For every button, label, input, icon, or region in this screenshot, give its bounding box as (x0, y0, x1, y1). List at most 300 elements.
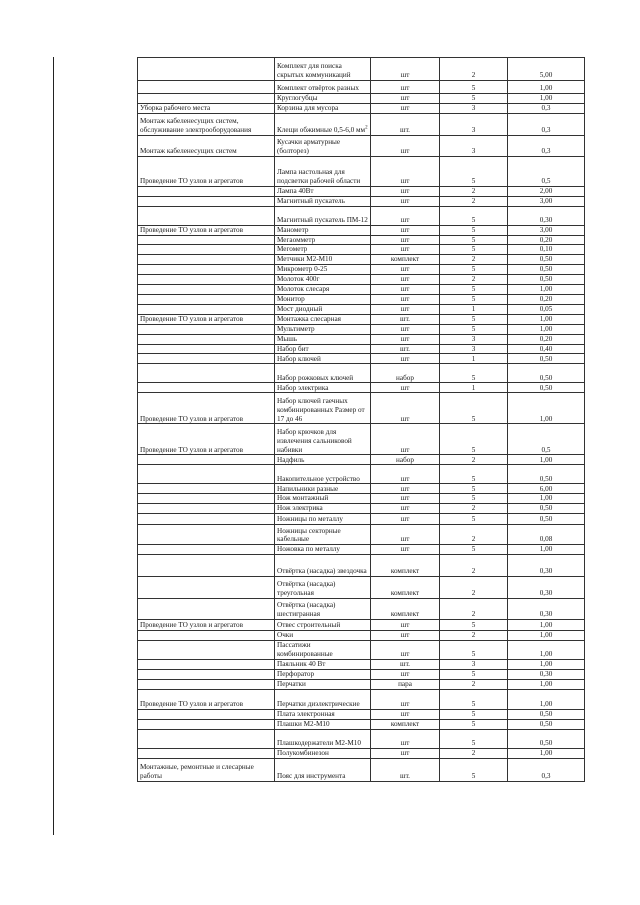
cell-coef (508, 81, 585, 94)
cell-unit (371, 660, 440, 670)
table-row (138, 245, 585, 255)
table-row (138, 156, 585, 186)
cell-unit (371, 641, 440, 660)
cell-work (138, 324, 275, 334)
cell-work (138, 354, 275, 364)
cell-unit (371, 545, 440, 555)
cell-item (275, 660, 371, 670)
cell-qty (440, 94, 508, 104)
cell-work (138, 364, 275, 383)
table-row (138, 334, 585, 344)
cell-qty (440, 344, 508, 354)
cell-qty (440, 156, 508, 186)
cell-qty (440, 599, 508, 620)
cell-work (138, 314, 275, 324)
cell-item-text: Корзина для мусора (277, 104, 339, 112)
cell-item-text: Круглогубцы (277, 94, 318, 102)
cell-qty (440, 455, 508, 465)
cell-qty-text: 5 (471, 84, 476, 93)
cell-unit (371, 274, 440, 284)
cell-work (138, 748, 275, 758)
cell-item-text: Перчатки диэлектрические (277, 699, 360, 708)
table-row (138, 455, 585, 465)
cell-item-text: Отвёртка (насадка) треугольная (277, 580, 336, 598)
cell-coef-text: 0,50 (539, 515, 553, 524)
cell-qty-text: 5 (471, 545, 476, 554)
cell-item-text: Магнитный пускатель (277, 196, 345, 205)
cell-coef (508, 94, 585, 104)
cell-coef-text: 0,50 (539, 255, 553, 264)
cell-qty (440, 225, 508, 235)
cell-item-text: Плашки М2-М10 (277, 719, 330, 728)
cell-work-text: Монтажные, ремонтные и слесарные работы (140, 763, 254, 780)
cell-qty (440, 354, 508, 364)
table-row (138, 304, 585, 314)
cell-item-text: Мост диодный (277, 304, 323, 313)
cell-qty (440, 631, 508, 641)
cell-work (138, 669, 275, 679)
cell-qty (440, 555, 508, 577)
cell-coef-text: 0,30 (539, 567, 553, 576)
cell-coef (508, 504, 585, 514)
cell-unit (371, 113, 440, 135)
cell-work (138, 679, 275, 689)
cell-unit (371, 156, 440, 186)
table-row (138, 235, 585, 245)
cell-qty (440, 135, 508, 156)
cell-qty (440, 245, 508, 255)
cell-work (138, 135, 275, 156)
table-row (138, 494, 585, 504)
cell-work-text: Монтаж кабеленесущих систем (140, 147, 237, 155)
cell-unit (371, 364, 440, 383)
cell-unit (371, 484, 440, 494)
table-row (138, 383, 585, 393)
cell-qty (440, 577, 508, 599)
cell-item (275, 599, 371, 620)
cell-coef-text: 1,00 (539, 679, 553, 688)
cell-item-text: Накопительное устройство (277, 474, 360, 483)
cell-coef (508, 344, 585, 354)
cell-qty-text: 5 (471, 670, 476, 679)
cell-item-text: Мышь (277, 334, 298, 343)
cell-unit (371, 344, 440, 354)
cell-qty (440, 660, 508, 670)
cell-unit (371, 709, 440, 719)
cell-unit-text: комплект (390, 255, 420, 264)
cell-unit-text: шт (400, 354, 410, 363)
cell-item (275, 186, 371, 196)
cell-work-text: Проведение ТО узлов и агрегатов (140, 177, 243, 185)
cell-coef-text: 0,3 (541, 147, 551, 155)
cell-work (138, 641, 275, 660)
equipment-table-body (138, 58, 585, 782)
cell-coef (508, 465, 585, 484)
cell-qty (440, 669, 508, 679)
table-row (138, 689, 585, 709)
table-row (138, 679, 585, 689)
cell-work (138, 465, 275, 484)
cell-unit (371, 525, 440, 545)
cell-work (138, 631, 275, 641)
cell-coef (508, 758, 585, 781)
table-row (138, 58, 585, 81)
cell-work (138, 455, 275, 465)
cell-qty (440, 758, 508, 781)
cell-unit-text: комплект (390, 610, 420, 619)
cell-unit-text: шт (400, 245, 410, 254)
cell-item (275, 81, 371, 94)
cell-qty-text: 5 (471, 94, 476, 102)
table-row (138, 484, 585, 494)
cell-qty (440, 58, 508, 81)
cell-coef (508, 679, 585, 689)
cell-qty-text: 3 (471, 660, 476, 669)
cell-coef-text: 0,30 (539, 589, 553, 598)
cell-qty (440, 235, 508, 245)
cell-unit-text: шт (400, 631, 410, 640)
cell-unit-text: шт (400, 275, 410, 284)
cell-item-text: Очки (277, 631, 294, 640)
cell-item-text: Набор крючков для извлечения сальниковой набивки (277, 428, 352, 454)
table-row (138, 354, 585, 364)
cell-qty (440, 679, 508, 689)
cell-qty-text: 5 (471, 621, 476, 630)
cell-unit-text: шт (400, 147, 410, 155)
cell-item-text: Метчики М2-М10 (277, 255, 333, 264)
cell-unit-text: шт (400, 414, 410, 423)
cell-unit (371, 689, 440, 709)
table-row (138, 555, 585, 577)
cell-qty-text: 5 (471, 709, 476, 718)
cell-coef-text: 0,30 (539, 670, 553, 679)
cell-unit-text: шт (400, 284, 410, 293)
cell-coef-text: 1,00 (539, 650, 553, 659)
cell-qty-text: 5 (471, 294, 476, 303)
cell-coef (508, 577, 585, 599)
cell-unit-text: шт (400, 196, 410, 205)
table-row (138, 748, 585, 758)
cell-coef (508, 383, 585, 393)
cell-item-text: Пояс для инструмента (277, 771, 346, 780)
cell-qty (440, 265, 508, 275)
cell-unit (371, 314, 440, 324)
cell-qty-text: 2 (471, 255, 476, 264)
table-row (138, 631, 585, 641)
cell-qty-text: 5 (471, 314, 476, 323)
cell-work (138, 186, 275, 196)
cell-qty-text: 5 (471, 719, 476, 728)
cell-qty (440, 545, 508, 555)
cell-coef (508, 294, 585, 304)
cell-item (275, 748, 371, 758)
cell-work (138, 758, 275, 781)
cell-coef-text: 1,00 (539, 631, 553, 640)
cell-qty (440, 314, 508, 324)
cell-qty-text: 2 (471, 567, 476, 576)
cell-work (138, 504, 275, 514)
cell-item (275, 94, 371, 104)
cell-item (275, 555, 371, 577)
cell-unit (371, 679, 440, 689)
cell-qty-text: 5 (471, 235, 476, 244)
cell-coef (508, 113, 585, 135)
cell-qty-text: 5 (471, 215, 476, 224)
cell-coef-text: 0,20 (539, 334, 553, 343)
cell-unit-text: шт (400, 621, 410, 630)
cell-qty-text: 2 (471, 610, 476, 619)
cell-item (275, 354, 371, 364)
cell-coef (508, 631, 585, 641)
cell-coef (508, 641, 585, 660)
cell-work (138, 58, 275, 81)
cell-item (275, 465, 371, 484)
cell-coef-text: 0,50 (539, 738, 553, 747)
cell-item-text: Клещи обжимные 0,5-6,0 мм (277, 126, 366, 134)
cell-item (275, 113, 371, 135)
table-row (138, 424, 585, 455)
cell-item (275, 344, 371, 354)
cell-work (138, 525, 275, 545)
cell-unit-text: шт. (400, 344, 410, 353)
table-row (138, 103, 585, 113)
cell-qty (440, 424, 508, 455)
cell-qty-text: 1 (471, 304, 476, 313)
cell-unit-text: шт (400, 215, 410, 224)
cell-qty (440, 709, 508, 719)
cell-item (275, 758, 371, 781)
table-row (138, 709, 585, 719)
cell-unit-text: шт (400, 294, 410, 303)
cell-coef-text: 0,10 (539, 245, 553, 254)
cell-coef-text: 0,5 (541, 445, 551, 454)
cell-unit-text: шт (400, 545, 410, 554)
cell-coef-text: 1,00 (539, 699, 553, 708)
cell-unit (371, 620, 440, 631)
table-row (138, 274, 585, 284)
cell-coef-text: 5,00 (539, 71, 553, 80)
cell-item-text: Отвёртка (насадка) шестигранная (277, 601, 336, 619)
cell-coef-text: 0,50 (539, 354, 553, 363)
table-row (138, 324, 585, 334)
cell-item-text: Манометр (277, 225, 309, 234)
cell-coef (508, 514, 585, 525)
cell-qty (440, 274, 508, 284)
cell-coef (508, 729, 585, 748)
cell-unit-text: шт (400, 265, 410, 274)
cell-item-text: Кусачки арматурные (болторез) (277, 138, 341, 155)
cell-item (275, 494, 371, 504)
cell-coef (508, 599, 585, 620)
cell-unit-text: шт (400, 748, 410, 757)
cell-item (275, 245, 371, 255)
cell-unit-text: шт (400, 535, 410, 544)
cell-item (275, 631, 371, 641)
cell-unit (371, 354, 440, 364)
cell-unit (371, 235, 440, 245)
cell-unit-text: набор (396, 455, 414, 464)
cell-coef (508, 354, 585, 364)
equipment-table (137, 57, 585, 782)
cell-qty-text: 5 (471, 699, 476, 708)
cell-coef-text: 2,00 (539, 186, 553, 195)
cell-item (275, 284, 371, 294)
cell-unit (371, 669, 440, 679)
table-row (138, 577, 585, 599)
cell-qty-text: 1 (471, 354, 476, 363)
cell-item (275, 641, 371, 660)
cell-unit (371, 294, 440, 304)
cell-qty (440, 514, 508, 525)
cell-work (138, 94, 275, 104)
cell-qty-text: 5 (471, 177, 476, 185)
cell-item (275, 324, 371, 334)
cell-unit-text: шт (400, 304, 410, 313)
cell-qty-text: 2 (471, 631, 476, 640)
cell-item-text: Ножницы секторные кабельные (277, 526, 341, 544)
cell-qty-text: 5 (471, 414, 476, 423)
cell-qty-text: 2 (471, 71, 476, 80)
cell-coef-text: 0,50 (539, 383, 553, 392)
cell-qty-text: 5 (471, 324, 476, 333)
cell-item (275, 719, 371, 729)
cell-qty-text: 3 (471, 344, 476, 353)
cell-item-text: Набор рожковых ключей (277, 373, 354, 382)
cell-work-text: Проведение ТО узлов и агрегатов (140, 225, 243, 234)
cell-unit-text: шт (400, 71, 410, 80)
cell-coef (508, 424, 585, 455)
cell-item-text: Напильники разные (277, 484, 339, 493)
cell-coef-text: 1,00 (539, 284, 553, 293)
cell-qty-text: 2 (471, 275, 476, 284)
cell-coef (508, 103, 585, 113)
cell-work (138, 555, 275, 577)
cell-unit-text: комплект (390, 567, 420, 576)
cell-qty (440, 284, 508, 294)
table-row (138, 225, 585, 235)
table-row (138, 265, 585, 275)
table-row (138, 135, 585, 156)
cell-coef (508, 689, 585, 709)
cell-work (138, 274, 275, 284)
cell-item (275, 135, 371, 156)
cell-item-text: Магнитный пускатель ПМ-12 (277, 215, 368, 224)
cell-coef-text: 3,00 (539, 196, 553, 205)
cell-work (138, 255, 275, 265)
cell-qty-text: 5 (471, 445, 476, 454)
table-row (138, 660, 585, 670)
cell-qty-text: 3 (471, 147, 476, 155)
cell-unit (371, 514, 440, 525)
cell-item-text: Полукомбинезон (277, 748, 329, 757)
table-row (138, 669, 585, 679)
cell-unit (371, 494, 440, 504)
cell-coef (508, 748, 585, 758)
cell-item (275, 265, 371, 275)
table-row (138, 314, 585, 324)
cell-work (138, 113, 275, 135)
cell-unit-text: шт (400, 650, 410, 659)
cell-item (275, 383, 371, 393)
cell-unit-text: шт. (400, 771, 410, 780)
cell-coef-text: 0,50 (539, 265, 553, 274)
cell-qty-text: 2 (471, 186, 476, 195)
cell-coef-text: 1,00 (539, 748, 553, 757)
cell-coef-text: 1,00 (539, 314, 553, 323)
table-row (138, 719, 585, 729)
cell-item (275, 255, 371, 265)
cell-coef-text: 1,00 (539, 660, 553, 669)
cell-work (138, 225, 275, 235)
cell-qty-text: 2 (471, 535, 476, 544)
cell-coef (508, 334, 585, 344)
cell-item (275, 709, 371, 719)
cell-item (275, 304, 371, 314)
table-row (138, 465, 585, 484)
cell-coef (508, 324, 585, 334)
cell-work (138, 103, 275, 113)
cell-item-text: Набор ключей гаечных комбинированных Размер от 17 до 46 (277, 397, 365, 423)
cell-unit-text: комплект (390, 719, 420, 728)
cell-work-text: Проведение ТО узлов и агрегатов (140, 414, 243, 423)
cell-unit-text: шт (400, 104, 410, 112)
cell-item-text: Комплект для поиска скрытых коммуникаций (277, 62, 351, 80)
table-row (138, 196, 585, 206)
cell-coef (508, 186, 585, 196)
cell-coef-text: 0,30 (539, 610, 553, 619)
cell-qty-text: 5 (471, 225, 476, 234)
cell-item (275, 364, 371, 383)
cell-unit (371, 58, 440, 81)
cell-qty-text: 3 (471, 334, 476, 343)
cell-unit (371, 577, 440, 599)
cell-coef (508, 484, 585, 494)
table-row (138, 393, 585, 424)
cell-qty-text: 5 (471, 484, 476, 493)
cell-coef-text: 1,00 (539, 494, 553, 503)
cell-qty (440, 294, 508, 304)
cell-item (275, 206, 371, 225)
cell-item-text: Пассатижи комбинированные (277, 641, 333, 659)
table-row (138, 186, 585, 196)
cell-work (138, 334, 275, 344)
cell-unit (371, 135, 440, 156)
cell-qty (440, 383, 508, 393)
cell-item-text: Монитор (277, 294, 305, 303)
cell-work (138, 81, 275, 94)
cell-unit-text: шт (400, 334, 410, 343)
cell-item-text: Надфиль (277, 455, 305, 464)
cell-item-text: Набор бит (277, 344, 309, 353)
cell-unit-text: шт (400, 94, 410, 102)
cell-qty-text: 2 (471, 589, 476, 598)
margin-line (53, 57, 54, 835)
cell-coef (508, 314, 585, 324)
cell-item (275, 455, 371, 465)
cell-work (138, 265, 275, 275)
cell-unit (371, 255, 440, 265)
cell-work (138, 235, 275, 245)
cell-coef-text: 1,00 (539, 414, 553, 423)
cell-work (138, 156, 275, 186)
cell-unit-text: шт (400, 225, 410, 234)
cell-qty (440, 324, 508, 334)
cell-coef (508, 206, 585, 225)
cell-coef (508, 455, 585, 465)
cell-unit-text: пара (398, 679, 412, 688)
cell-qty (440, 186, 508, 196)
table-row (138, 206, 585, 225)
